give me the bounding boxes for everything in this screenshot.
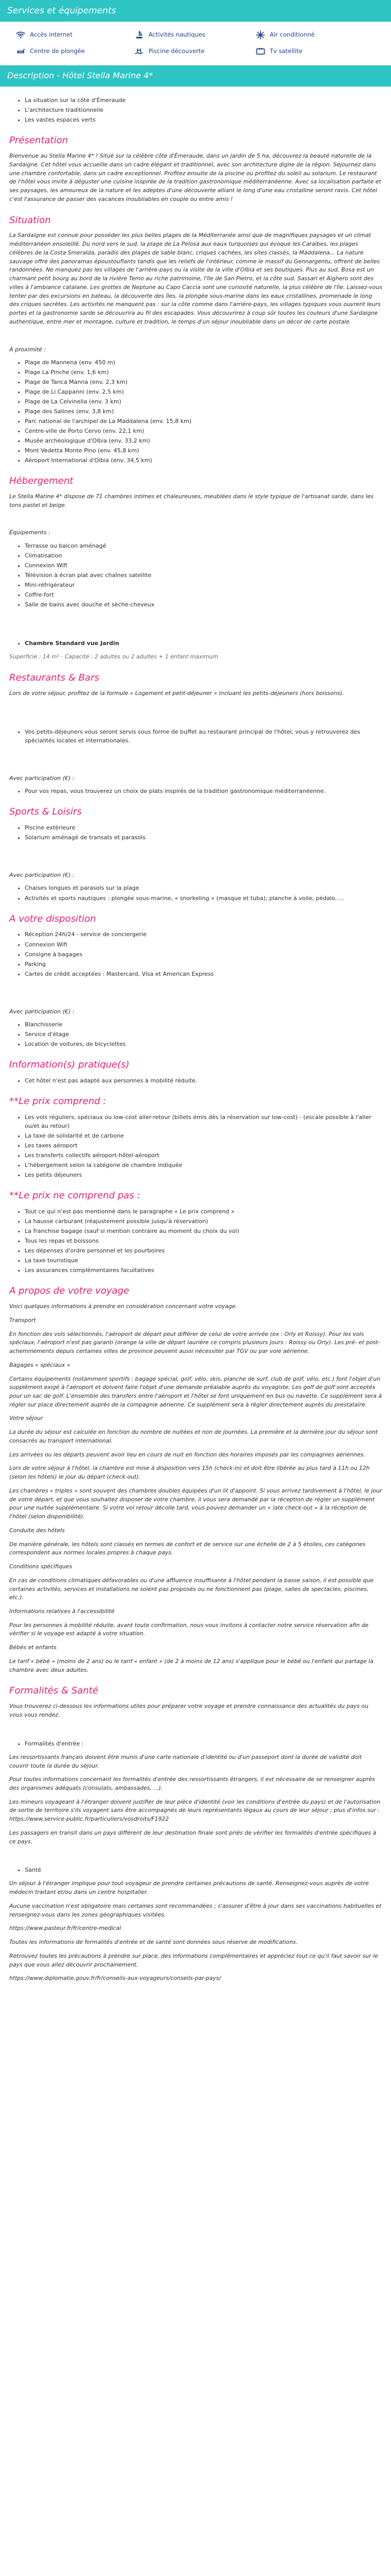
sports-item: • Piscine extérieure — [25, 823, 383, 832]
intro-bullet: • La situation sur la côte d'Émeraude — [25, 96, 383, 105]
propos-paragraph: Bagages « spéciaux » — [9, 1361, 71, 1368]
disposition-fees-label: Avec participation (€) : — [9, 1008, 75, 1015]
disposition-list — [9, 930, 383, 978]
service-label: Air conditionné — [270, 31, 315, 39]
services-grid — [0, 22, 391, 65]
equipment-item: • Coffre-fort — [25, 590, 383, 599]
propos-heading: A propos de votre voyage — [9, 1285, 129, 1297]
propos-intro: Voici quelques informations à prendre en considération concernant votre voyage. — [9, 1303, 237, 1310]
prix-comprend-item: • Les petits déjeuners — [25, 1171, 383, 1179]
prix-comprend-item: • Les taxes aéroport — [25, 1141, 383, 1150]
distance-item: • Plage de La Celvinella (env. 3 km) — [25, 397, 383, 406]
room-detail: Superficie : 14 m² - Capacité : 2 adultes ou 2 adultes + 1 enfant maximum — [9, 653, 218, 660]
propos-paragraph: De manière générale, les hôtels sont classés en termes de confort et de service sur une échelle de 2 à 5 étoiles, ces catégories correspondent aux normes locales propres à chaque pays. — [9, 1540, 366, 1556]
intro-bullet: • L'architecture traditionnelle — [25, 106, 383, 114]
info-pratique-list — [9, 1076, 383, 1085]
propos-paragraph: Conditions spécifiques — [9, 1563, 72, 1570]
formalites-admin-paragraph: Les ressortissants français doivent être munis d'une carte nationale d'identité ou d'un passeport dont la durée de validité doit couvrir toute la durée du séjour. — [9, 1753, 362, 1769]
prix-ne-comprend-item: • Tout ce qui n'est pas mentionné dans le paragraphe « Le prix comprend » — [25, 1207, 383, 1216]
prix-ne-comprend-item: • La franchise bagage (sauf si mention contraire au moment du choix du vol) — [25, 1227, 383, 1235]
sports-item: • Solarium aménagé de transats et parasols — [25, 833, 383, 842]
restaurants-fee-item: • Pour vos repas, vous trouverez un choix de plats inspirés de la tradition gastronomique méditerranéenne. — [25, 787, 383, 795]
description-title: Description - Hôtel Stella Marine 4* — [7, 71, 153, 81]
equipment-item: • Climatisation — [25, 551, 383, 560]
prix-ne-comprend-item: • La taxe touristique — [25, 1256, 383, 1265]
propos-paragraph: Conduite des hôtels — [9, 1527, 65, 1534]
prix-comprend-heading: **Le prix comprend : — [9, 1095, 106, 1107]
restaurants-bullet: • Vos petits-déjeuners vous seront servis sous forme de buffet au restaurant principal de l'hôtel, vous y retrouverez des spécialités locales et internationales. — [25, 727, 383, 745]
disposition-fee-item: • Location de voitures, de bicyclettes — [25, 1040, 383, 1048]
propos-paragraph: Bébés et enfants — [9, 1644, 57, 1651]
hebergement-text: Le Stella Marine 4* dispose de 71 chambres intimes et chaleureuses, meublées dans le style typique de l'artisanat sarde, dans les tons pastel et beige. — [9, 493, 374, 509]
service-item-tv — [255, 46, 353, 57]
boat-icon — [134, 30, 144, 40]
prix-comprend-item: • Les vols réguliers, spéciaux ou low-cost aller-retour (billets émis dès la réservation sur low-cost) - (escale possible à l'aller ou/et au retour) — [25, 1113, 383, 1130]
disposition-fees — [9, 1020, 383, 1048]
formalites-admin-title: • Formalités d'entrée : — [25, 1739, 383, 1748]
sports-fee-item: • Chaises longues et parasols sur la plage — [25, 884, 383, 892]
distance-item: • Plage de Tanca Manna (env. 2,3 km) — [25, 378, 383, 386]
pool-icon — [134, 46, 144, 57]
propos-paragraph: Votre séjour — [9, 1415, 43, 1422]
service-item-nautical — [134, 30, 235, 40]
formalites-health-paragraph: Retrouvez toutes les précautions à prendre sur place, des informations complémentaires et appréciez tout ce qu'il faut savoir sur le pays que vous allez découvrir prochainement. — [9, 1952, 378, 1968]
equipment-label: Équipements : — [9, 529, 51, 536]
prix-ne-comprend-heading: **Le prix ne comprend pas : — [9, 1190, 140, 1201]
disposition-item: • Connexion Wifi — [25, 940, 383, 949]
formalites-heading: Formalités & Santé — [9, 1685, 99, 1697]
service-item-pool — [134, 46, 235, 57]
distance-item: • Mont Vedetta Monte Pino (env. 45,8 km) — [25, 446, 383, 455]
sports-list — [9, 823, 383, 842]
equipment-item: • Terrasse ou balcon aménagé — [25, 541, 383, 550]
formalites-admin-paragraph: Pour toutes informations concernant les formalités d'entrée des ressortissants étrangers, il est nécessaire de se renseigner auprès des organismes adéquats (consulats, ambassades, ...). — [9, 1776, 375, 1791]
service-item-internet — [15, 30, 113, 40]
wifi-icon — [15, 30, 26, 40]
prix-comprend-item: • La taxe de solidarité et de carbone — [25, 1131, 383, 1140]
disposition-heading: A votre disposition — [9, 913, 96, 924]
snowflake-icon — [255, 30, 266, 40]
prix-ne-comprend-item: • La hausse carburant (réajustement possible jusqu'à réservation) — [25, 1217, 383, 1226]
formalites-admin-paragraph: Les mineurs voyageant à l'étranger doivent justifier de leur pièce d'identité (voir les conditions d'entrée du pays) et de l'autorisation de sortie de territoire s'ils voyagent sans être accompagnés de leurs représentants légaux au cours de leur séjour ; plus d'infos sur : https://www.service-public.fr/particuliers/vosdroits/F1922 — [9, 1798, 381, 1823]
service-label: Activités nautiques — [149, 31, 205, 39]
propos-paragraph: Le tarif « bébé » (moins de 2 ans) ou le tarif « enfant » (de 2 à moins de 12 ans) s'applique pour le bébé ou l'enfant qui partage la chambre avec deux adultes. — [9, 1657, 373, 1673]
diving-icon — [15, 46, 26, 57]
formalites-admin-list — [9, 1739, 383, 1748]
equipment-item: • Télévision à écran plat avec chaînes satellite — [25, 571, 383, 580]
sports-fee-item: • Activités et sports nautiques : plongée sous-marine, « snorkeling » (masque et tuba), planche à voile, pédalo, ... — [25, 894, 383, 903]
restaurants-fees — [9, 787, 383, 795]
equipment-item: • Connexion Wifi — [25, 561, 383, 570]
propos-paragraph: En fonction des vols sélectionnés, l'aéroport de départ peut différer de celui de votre arrivée (ex : Orly et Roissy). Pour les vols spéciaux, l'aéroport n'est pas garanti (orange la ville de départ laurière ce compris plusieurs jours : Roissy ou Orly). Les pré- et post- acheminements depuis certaines villes de province peuvent aussi nécessiter par TGV ou par voie aérienne. — [9, 1330, 380, 1355]
prix-ne-comprend-item: • Tous les repas et boissons — [25, 1236, 383, 1245]
formalites-health-link[interactable]: https://www.pasteur.fr/fr/centre-medical — [9, 1925, 121, 1932]
distance-item: • Plage de Mannena (env. 450 m) — [25, 358, 383, 367]
distances-label: À proximité : — [9, 346, 46, 353]
formalites-admin-paragraph: Les passagers en transit dans un pays différent de leur destination finale sont priés de vérifier les formalités d'entrée spécifiques à ce pays. — [9, 1829, 377, 1845]
info-pratique-heading: Information(s) pratique(s) — [9, 1059, 129, 1070]
propos-paragraph: Les chambres « triples » sont souvent des chambres doubles équipées d'un lit d'appoint. Si vous arrivez tardivement à l'hôtel, le jour de votre départ, et que vous souhaitez disposer de votre chambre, il vous sera demandé par la réception de régler un supplément pour une nuitée supplémentaire. Si votre vol retour décolle tard, vous pouvez demander un « late check-out » à la réception de l'hôtel (selon disponibilité). — [9, 1487, 382, 1520]
disposition-item: • Réception 24h/24 - service de conciergerie — [25, 930, 383, 939]
prix-ne-comprend-item: • Les dépenses d'ordre personnel et les pourboires — [25, 1246, 383, 1255]
disposition-item: • Consigne à bagages — [25, 950, 383, 959]
services-title: Services et équipements — [7, 6, 116, 16]
propos-paragraph: Certains équipements (notamment sportifs : bagage spécial, golf, vélo, skis, planche de surf, club de golf, vélo, etc.) font l'objet d'un supplément exigé à l'aéroport et doivent faire l'objet d'une demande préalable auprès du voyagiste. Les golf de golf sont acceptés pour un sac de golf. L'ensemble des transfers entre l'aéroport et l'hôtel se font uniquement en bus ou navette. Ce supplément sera à régler sur place directement auprès de la compagnie aérienne. Ce supplément sera à régler directement auprès du prestataire. — [9, 1375, 382, 1408]
prix-comprend-item: • L'hébergement selon la catégorie de chambre indiquée — [25, 1161, 383, 1170]
description-title-bar — [0, 65, 391, 87]
service-label: Piscine découverte — [149, 47, 205, 55]
formalites-health-title: • Santé — [25, 1866, 383, 1874]
prix-ne-comprend-list — [9, 1207, 383, 1275]
sports-fees-label: Avec participation (€) : — [9, 872, 75, 879]
propos-paragraph: La durée du séjour est calculée en fonction du nombre de nuitées et non de journées. La première et la dernière jour du séjour sont consacrés au transport international. — [9, 1429, 378, 1444]
disposition-fee-item: • Service d'étage — [25, 1030, 383, 1039]
equipment-list — [9, 541, 383, 609]
distances-list — [9, 358, 383, 465]
propos-paragraph: Informations relatives à l'accessibilité — [9, 1607, 115, 1615]
presentation-heading: Présentation — [9, 135, 68, 146]
prix-comprend-item: • Les transferts collectifs aéroport-hôtel-aéroport — [25, 1151, 383, 1160]
service-item-air — [255, 30, 353, 40]
distance-item: • Musée archéologique d'Olbia (env. 33,2 km) — [25, 436, 383, 445]
room-title: • Chambre Standard vue Jardin — [25, 639, 383, 648]
tv-icon — [255, 46, 266, 57]
info-pratique-item: • Cet hôtel n'est pas adapté aux personnes à mobilité réduite. — [25, 1076, 383, 1085]
service-label: Centre de plongée — [30, 47, 85, 55]
disposition-fee-item: • Blanchisserie — [25, 1020, 383, 1029]
propos-paragraph: Transport — [9, 1316, 36, 1324]
equipment-item: • Salle de bains avec douche et sèche-cheveux — [25, 600, 383, 609]
distance-item: • Plage de Li Cappanni (env. 2,5 km) — [25, 387, 383, 396]
service-item-diving — [15, 46, 113, 57]
sports-heading: Sports & Loisirs — [9, 806, 82, 818]
disposition-item: • Parking — [25, 960, 383, 969]
intro-bullets — [9, 96, 383, 124]
formalites-health-paragraph: Aucune vaccination n'est obligatoire mais certaines sont recommandées ; s'assurer d'être à jour dans ses vaccinations habituelles et renseignez-vous dans les zones géographiques visitées. — [9, 1902, 382, 1918]
service-label: Tv satellite — [270, 47, 303, 55]
sports-fees — [9, 884, 383, 902]
propos-paragraph: Lors de votre séjour à l'hôtel, la chambre est mise à disposition vers 15h (check-in) et doit être libérée au plus tard à 11h ou 12h (selon les hôtels) le jour du départ (check-out). — [9, 1465, 370, 1481]
distance-item: • Aéroport International d'Olbia (env. 34,5 km) — [25, 456, 383, 465]
distance-item: • Plage des Salines (env. 3,8 km) — [25, 407, 383, 416]
propos-paragraph: Pour les personnes à mobilité réduite, avant toute confirmation, nous vous invitons à contacter notre service réservation afin de vérifier si le voyage est adapté à votre situation. — [9, 1621, 369, 1637]
presentation-text: Bienvenue au Stella Marine 4* ! Situé sur la célèbre côte d'Émeraude, dans un jardin de 5 ha, découvrez la beauté naturelle de la Sardaigne. Cet hôtel vous accueille dans un cadre élégant et traditionnel, avec son architecture digne de la région. Séjournez dans une chambre confortable, dans un cadre exceptionnel. Profitez ensuite de la piscine ou profitez du soleil au solarium. Le restaurant de l'hôtel vous invite à déguster une cuisine inspirée de la tradition gastronomique méditerranéenne. Avec sa localisation parfaite et ses paysages, les amoureux de la nature et les adeptes d'une découverte alliant le long d'une eau cristalline seront ravis. Cet hôtel c'est l'assurance de passer des vacances inoubliables en couple ou entre amis ! — [9, 152, 381, 202]
room-list — [9, 639, 383, 648]
equipment-item: • Mini-réfrigérateur — [25, 581, 383, 589]
formalites-health-list — [9, 1866, 383, 1874]
disposition-item: • Cartes de crédit acceptées : Mastercard, Visa et American Express — [25, 970, 383, 978]
intro-bullet: • Les vastes espaces verts — [25, 115, 383, 124]
service-label: Accès internet — [30, 31, 73, 39]
distance-item: • Plage La Pinche (env. 1,6 km) — [25, 368, 383, 377]
situation-text: La Sardaigne est connue pour posséder les plus belles plages de la Méditerranée ainsi que de magnifiques paysages et un climat méditerranéen ensoleillé. Du nord vers le sud, la plage de La Pelosa aux eaux turquoises qui évoque les Caraïbes, les plages célèbres de la Costa Smeralda, paradis des plages de sable blanc, criques cachées, les sites classés, la Maddalena... La nature sauvage offre des panoramas époustouflants tandis que les reliefs de l'intérieur, comme le massif du Gennargentu, offrent de belles randonnées. Ne manquez pas les villages de l'arrière-pays ou la visite de la ville d'Olbia et ses boutiques. Plus au sud, Bosa est un charmant petit bourg au bord de la rivière Temo au riche patrimoine, l'île de San Pietro, et la côte sud. Sassari et Alghero sont des villes à l'ambiance catalane. Les grottes de Neptune au Capo Caccia sont une curiosité naturelle, la plus célèbre de l'île. Laissez-vous tenter par des excursions en bateau, la découverte des îles, la plongée sous-marine dans les eaux cristallines, promenade le long des criques secrètes. Les activités ne manquent pas : sur la côte comme dans l'arrière-pays, les villages typiques vous ouvrent leurs portes et la gastronomie sarde se découvrira au fil des escapades. Vous découvrirez à coup sûr toutes les couleurs d'une Sardaigne authentique, entre mer et montagne, culture et tradition, le temps d'un séjour inoubliable dans un décor de carte postale. — [9, 232, 382, 325]
prix-ne-comprend-item: • Les assurances complémentaires facultatives — [25, 1266, 383, 1275]
propos-paragraph: Les arrivées ou les départs peuvent avoir lieu en cours de nuit en fonction des horaires imposés par les compagnies aériennes. — [9, 1451, 365, 1458]
situation-heading: Situation — [9, 214, 51, 226]
restaurants-text: Lors de votre séjour, profitez de la formule « Logement et petit-déjeuner » incluant les petits-déjeuners (hors boissons). — [9, 689, 344, 697]
distance-item: • Centre-ville de Porto Cervo (env. 22,1 km) — [25, 427, 383, 435]
propos-paragraph: En cas de conditions climatiques défavorables ou d'une affluence insuffisante à l'hôtel pendant la basse saison, il est possible que certaines activités, services et installations ne soient pas proposés ou ne fonctionnent pas (plage, salles de spectacles, piscines, etc.). — [9, 1577, 373, 1601]
services-title-bar — [0, 0, 391, 22]
description-section — [0, 87, 391, 1993]
hebergement-heading: Hébergement — [9, 476, 74, 487]
restaurants-heading: Restaurants & Bars — [9, 672, 100, 683]
formalites-health-paragraph: Toutes les informations de formalités d'entrée et de santé sont données sous réserve de modifications. — [9, 1939, 298, 1946]
restaurants-bullets — [9, 727, 383, 745]
distance-item: • Parc national de l'archipel de La Maddalena (env. 15,8 km) — [25, 417, 383, 426]
formalites-intro: Vous trouverez ci-dessous les informations utiles pour préparer votre voyage et prendre connaissance des actualités du pays ou vous vous rendez. — [9, 1703, 369, 1718]
formalites-health-link[interactable]: https://www.diplomatie.gouv.fr/fr/conseils-aux-voyageurs/conseils-par-pays/ — [9, 1975, 221, 1982]
prix-comprend-list — [9, 1113, 383, 1179]
formalites-health-paragraph: Un séjour à l'étranger implique pour tout voyageur de prendre certaines précautions de santé. Renseignez-vous auprès de votre médecin traitant et/ou dans un centre hospitalier. — [9, 1880, 369, 1896]
restaurants-fees-label: Avec participation (€) : — [9, 775, 75, 782]
